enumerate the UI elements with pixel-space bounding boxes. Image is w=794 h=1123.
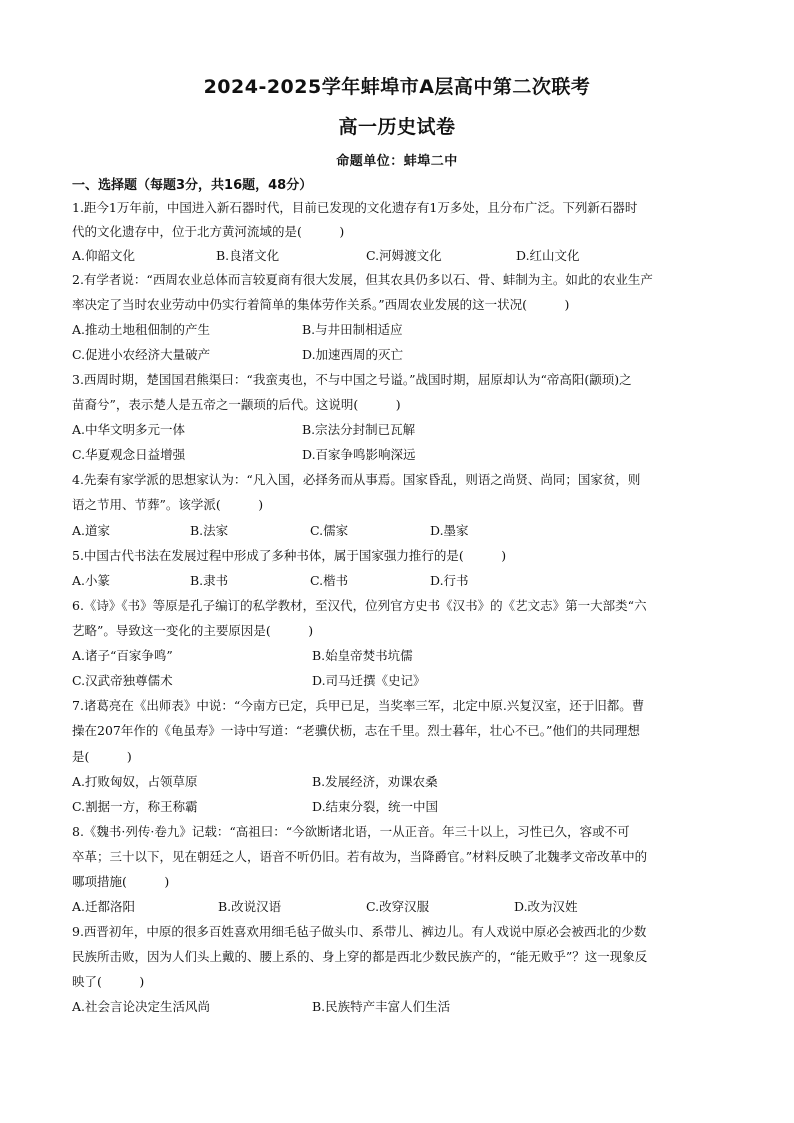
question-5-option-c: C.楷书 <box>310 573 349 588</box>
question-8-line-2: 卒革；三十以下，见在朝廷之人，语音不听仍旧。若有故为，当降爵官。”材料反映了北魏孝文帝改革中的 <box>72 849 648 864</box>
question-2-option-d: D.加速西周的灭亡 <box>302 347 404 362</box>
question-7-option-c: C.割据一方，称王称霸 <box>72 799 198 814</box>
question-2-option-c: C.促进小农经济大量破产 <box>72 347 211 362</box>
exam-subtitle: 高一历史试卷 <box>338 116 456 138</box>
question-5-option-d: D.行书 <box>430 573 469 588</box>
question-8-option-c: C.改穿汉服 <box>366 899 430 914</box>
question-3-option-b: B.宗法分封制已瓦解 <box>302 422 416 437</box>
question-1-line-2: 代的文化遗存中，位于北方黄河流域的是( ) <box>72 224 345 239</box>
question-8-option-d: D.改为汉姓 <box>514 899 578 914</box>
question-6-line-1: 6.《诗》《书》等原是孔子编订的私学教材，至汉代，位列官方史书《汉书》的《艺文志》第一大部类“六 <box>72 598 647 613</box>
question-3-option-a: A.中华文明多元一体 <box>72 422 186 437</box>
question-3-line-1: 3.西周时期，楚国国君熊渠曰：“我蛮夷也，不与中国之号谥。”战国时期，屈原却认为“帝高阳(颛顼)之 <box>72 372 632 387</box>
question-4-option-b: B.法家 <box>190 523 229 538</box>
question-9-line-1: 9.西晋初年，中原的很多百姓喜欢用细毛毡子做头巾、系带儿、裤边儿。有人戏说中原必会被西北的少数 <box>72 924 647 939</box>
question-4-option-d: D.墨家 <box>430 523 469 538</box>
question-2-line-2: 率决定了当时农业劳动中仍实行着简单的集体劳作关系。”西周农业发展的这一状况( ) <box>72 297 570 312</box>
question-5-option-b: B.隶书 <box>190 573 229 588</box>
question-8-option-a: A.迁都洛阳 <box>72 899 136 914</box>
question-2-option-a: A.推动土地租佃制的产生 <box>72 322 211 337</box>
question-9-line-3: 映了( ) <box>72 974 145 989</box>
section-heading: 一、选择题（每题3分，共16题，48分） <box>72 178 313 193</box>
question-1-option-c: C.河姆渡文化 <box>366 248 442 263</box>
question-6-option-a: A.诸子“百家争鸣” <box>72 648 173 663</box>
question-4-option-c: C.儒家 <box>310 523 349 538</box>
question-7-option-b: B.发展经济，劝课农桑 <box>312 774 438 789</box>
question-4-line-1: 4.先秦有家学派的思想家认为：“凡入国，必择务而从事焉。国家昏乱，则语之尚贤、尚同；国家贫，则 <box>72 472 641 487</box>
question-7-line-1: 7.诸葛亮在《出师表》中说：“今南方已定，兵甲已足，当奖率三军，北定中原.兴复汉室，还于旧都。曹 <box>72 698 645 713</box>
question-4-line-2: 语之节用、节葬”。该学派( ) <box>72 497 264 512</box>
question-9-line-2: 民族所击败，因为人们头上戴的、腰上系的、身上穿的都是西北少数民族产的，“能无败乎”？这一现象反 <box>72 949 648 964</box>
question-9-option-a: A.社会言论决定生活风尚 <box>72 999 211 1014</box>
question-3-option-c: C.华夏观念日益增强 <box>72 447 186 462</box>
question-1-line-1: 1.距今1万年前，中国进入新石器时代，目前已发现的文化遗存有1万多处，且分布广泛。下列新石器时 <box>72 200 638 215</box>
question-1-option-b: B.良渚文化 <box>216 248 280 263</box>
question-1-option-d: D.红山文化 <box>516 248 580 263</box>
question-7-option-d: D.结束分裂，统一中国 <box>312 799 439 814</box>
question-7-line-2: 操在207年作的《龟虽寿》一诗中写道：“老骥伏枥，志在千里。烈士暮年，壮心不已。”他们的共同理想 <box>72 723 640 738</box>
question-5-line-1: 5.中国古代书法在发展过程中形成了多种书体，属于国家强力推行的是( ) <box>72 548 507 563</box>
question-3-line-2: 苗裔兮”，表示楚人是五帝之一颛顼的后代。这说明( ) <box>72 397 401 412</box>
question-7-line-3: 是( ) <box>72 749 132 764</box>
question-2-option-b: B.与井田制相适应 <box>302 322 403 337</box>
question-6-option-c: C.汉武帝独尊儒术 <box>72 673 173 688</box>
question-5-option-a: A.小篆 <box>72 573 111 588</box>
question-6-option-d: D.司马迁撰《史记》 <box>312 673 426 688</box>
question-4-option-a: A.道家 <box>72 523 111 538</box>
question-6-option-b: B.始皇帝焚书坑儒 <box>312 648 413 663</box>
question-6-line-2: 艺略”。导致这一变化的主要原因是( ) <box>72 623 314 638</box>
question-7-option-a: A.打败匈奴，占领草原 <box>72 774 198 789</box>
question-8-line-1: 8.《魏书·列传·卷九》记载：“高祖曰：“今欲断诸北语，一从正音。年三十以上，习性已久，容或不可 <box>72 824 630 839</box>
question-3-option-d: D.百家争鸣影响深远 <box>302 447 416 462</box>
question-2-line-1: 2.有学者说：“西周农业总体而言较夏商有很大发展，但其农具仍多以石、骨、蚌制为主。如此的农业生产 <box>72 272 653 287</box>
question-9-option-b: B.民族特产丰富人们生活 <box>312 999 451 1014</box>
exam-title: 2024-2025学年蚌埠市A层高中第二次联考 <box>203 76 591 98</box>
question-8-option-b: B.改说汉语 <box>218 899 282 914</box>
question-8-line-3: 哪项措施( ) <box>72 874 170 889</box>
exam-unit: 命题单位：蚌埠二中 <box>336 154 458 169</box>
question-1-option-a: A.仰韶文化 <box>72 248 136 263</box>
